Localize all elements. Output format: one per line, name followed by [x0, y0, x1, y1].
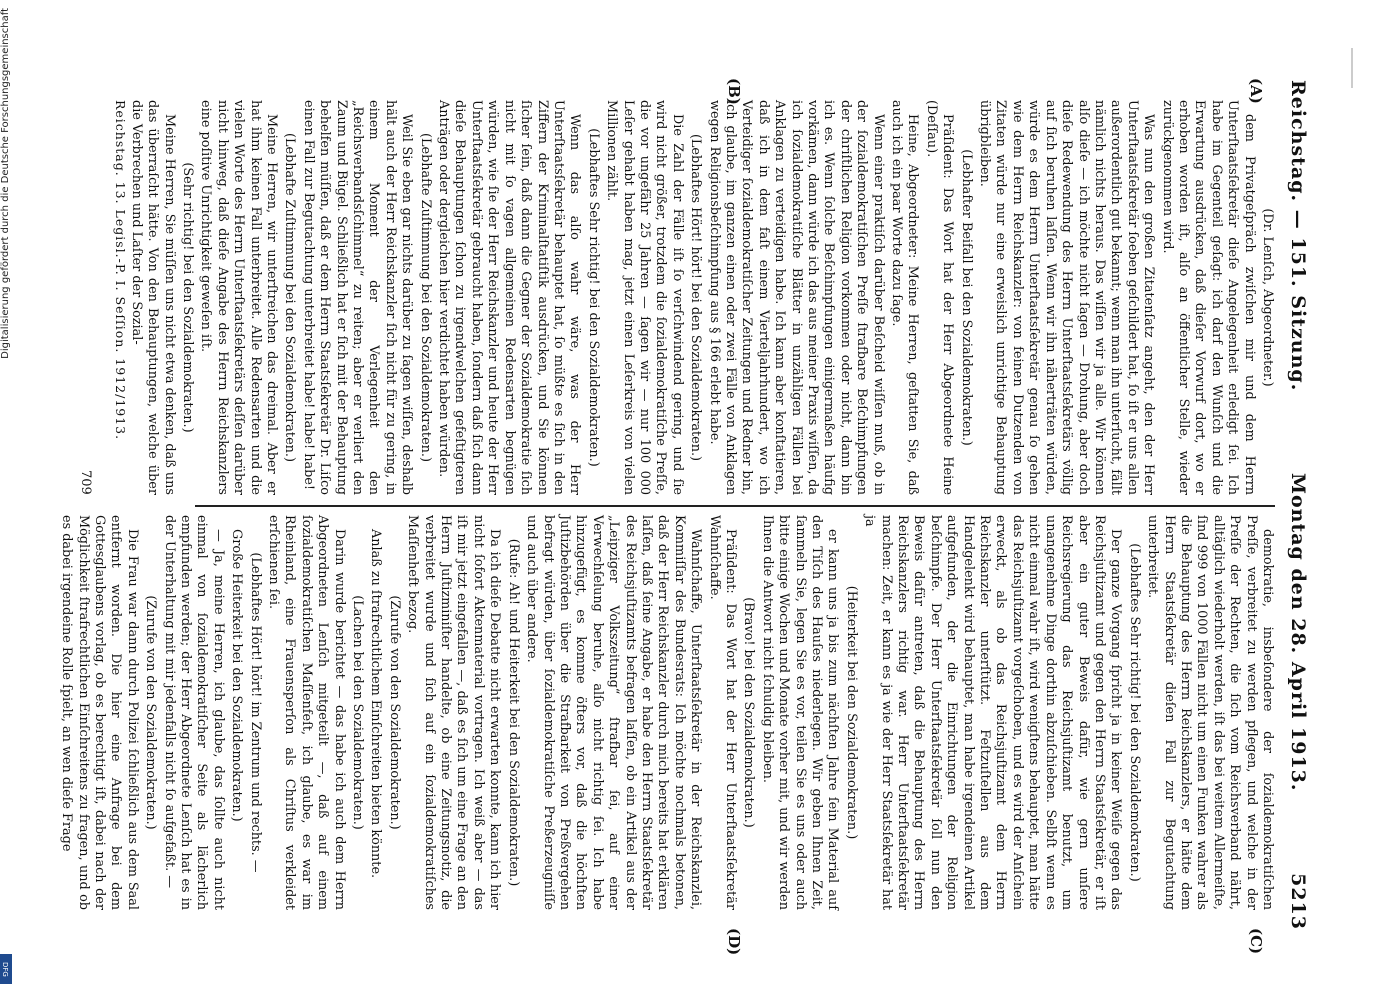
paragraph: Wenn das alſo wahr wäre, was der Herr Unterſtaatsſekretär behauptet hat, ſo müßte es ſich in den Ziffern der Kriminalſtatiſtik ausdrücken, und Sie können ſicher ſein, daß dann die Gegner der Sozialdemokratie ſich nicht mit ſo vagen allgemeinen Redensarten begnügen würden, wie ſie der Herr Reichskanzler und heute der Herr Unterſtaatsſekretär gebraucht haben, ſondern daß ſich dann dieſe Behauptungen ſchon zu irgendwelchen gefeſtigteren Anträgen oder dergleichen hier verdichtet haben würden.: [436, 100, 583, 495]
column-divider: [195, 505, 1275, 507]
header-page-number: 5213: [1287, 873, 1309, 930]
paragraph: (Lebhafte Zuſtimmung bei den Sozialdemokraten.): [417, 133, 433, 462]
page-header: [1283, 80, 1313, 930]
page-footer: Reichstag. 13. Legisl.-P. I. Seſſion. 1912/1913.: [113, 100, 128, 441]
right-text-column: [59, 515, 1275, 910]
paragraph: Meine Herren, Sie müſſen uns nicht etwa denken, daß uns das überraſcht hätte. Von den Behauptungen, welche über die Verbrechen und Laſter der Sozial-: [128, 100, 177, 495]
left-text-column: [128, 100, 1275, 495]
paragraph: Präſident: Das Wort hat der Herr Abgeordnete Heine (Deſſau).: [923, 100, 956, 495]
paragraph: (Zurufe von den Sozialdemokraten.): [386, 595, 402, 830]
paragraph: Meine Herren, wir unterſtreichen das dreimal. Aber er hat ihm keinen Fall unterbreitet. Alle Redensarten und die vielen Worte des Herrn Unterſtaatsſekretärs deſſen darüber nicht hinweg, daß dieſe Angabe des Herrn Reichskanzlers eine poſitive Unrichtigkeit geweſen iſt.: [198, 100, 280, 495]
margin-mark-d: (D): [725, 928, 743, 956]
digitization-credit: [0, 0, 12, 988]
paragraph: (Heiterkeit bei den Sozialdemokraten.): [843, 585, 859, 840]
paragraph: (Lebhaftes Sehr richtig! bei den Sozialdemokraten.): [585, 128, 601, 467]
footer-page-number: 709: [78, 470, 93, 495]
header-left: Reichstag. — 151. Sitzung.: [1287, 80, 1309, 392]
paragraph: (Lebhafte Zuſtimmung bei den Sozialdemokraten.): [282, 133, 298, 462]
paragraph: — Ja, meine Herren, ich glaube, das ſollte auch nicht einmal von ſozialdemokratiſcher Seite als lächerlich empfunden werden; der Herr Abgeordnete Lenſch hat es in der Unterhaltung mit mir jedenfalls nicht ſo aufgefaßt. —: [161, 515, 226, 910]
paragraph: Heine, Abgeordneter: Meine Herren, geſtatten Sie, daß auch ich ein paar Worte dazu ſage.: [889, 100, 921, 495]
paragraph: (Lebhaftes Hört! hört! im Zentrum und rechts. —: [247, 552, 263, 873]
paragraph: (Zurufe von den Sozialdemokraten.): [143, 595, 159, 830]
margin-mark-b: (B): [725, 78, 743, 105]
paragraph: (Sehr richtig! bei den Sozialdemokraten.): [180, 162, 195, 433]
paragraph: Die Frau war dann durch Polizei ſchließlich aus dem Saal entfernt worden. Die hier eine Anfrage bei dem Gottesglaubens vorlag, ob es berechtigt iſt, dabei nach der Möglichkeit ſtrafrechtlichen Einſchreitens zu fragen, und ob es dabei irgendeine Rolle ſpielt, an wen dieſe Frage: [59, 515, 140, 910]
margin-mark-a: (A): [1247, 78, 1265, 104]
paragraph: (Dr. Lenſch, Abgeordneter.): [1260, 208, 1275, 387]
paragraph: Der ganze Vorgang ſpricht ja in keiner Weiſe gegen das Reichsjuſtizamt und gegen den Herrn Staatsſekretär, er iſt aber ein guter Beweis dafür, wie gern unſere Reichsregierung das Reichsjuſtizamt benutzt, um unangenehme Dinge dorthin abzuſchieben. Selbſt wenn es nicht einmal wahr iſt, wird wenigſtens behauptet, man hätte das Reichsjuſtizamt vorgeſchoben, und es wird der Anſchein erweckt, als ob das Reichsjuſtizamt dem Herrn Reichskanzler unterſtützt. Feſtzuſtellen aus dem Handgelenkt wird behauptet, man habe irgendeinen Artikel aufgefunden, der die Einrichtungen der Religion beſchimpfe. Der Herr Unterſtaatsſekretär ſoll nun den Beweis dafür antreten, daß die Behauptung des Herrn Reichskanzlers richtig war. Herr Unterſtaatsſekretär machen: Zeit, er kann es ja wie der Herr Staatsſekretär hat ja: [862, 515, 1124, 910]
paragraph: er kann uns ja bis zum nächſten Jahre ſein Material auf den Tiſch des Hauſes niederlegen. Wir geben Ihnen Zeit, ſammeln Sie, legen Sie es vor, teilen Sie es uns oder auch bitte einige Wochen und Monate vorher mit, und wir werden Ihnen die Antwort nicht ſchuldig bleiben.: [759, 515, 841, 910]
paragraph: (Lebhaftes Sehr richtig! bei den Sozialdemokraten.): [1126, 543, 1142, 882]
dfg-logo: DFG: [0, 954, 12, 984]
paragraph: Wahnſchaffe, Unterſtaatsſekretär in der Reichskanzlei, Kommiſſar des Bundesrats: Ich möchte nochmals betonen, daß der Herr Reichskanzler durch mich bereits hat erklären laſſen, daß ſeine Angabe, er habe den Herrn Staatsſekretär des Reichsjuſtizamts befragen laſſen, ob ein Artikel aus der „Leipziger Volkszeitung“ ſtrafbar ſei, auf einer Verwechſelung beruhe, alſo nicht richtig ſei. Ich habe hinzugefügt, es komme öfters vor, daß die höchſten Juſtizbehörden über die Strafbarkeit von Preßvergehen befragt würden, über ſozialdemokratiſche Preßerzeugniſſe und auch über andere.: [524, 515, 704, 910]
paragraph: Präſident: Das Wort hat der Herr Unterſtaatsſekretär Wahnſchaffe.: [706, 515, 738, 910]
paragraph: Große Heiterkeit bei den Sozialdemokraten.): [229, 529, 245, 822]
paragraph: Die Zahl der Fälle iſt ſo verſchwindend gering, und ſie wird nicht größer, trotzdem die ſozialdemokratiſche Preſſe, die vor ungefähr 25 Jahren — ſagen wir — nur 100 000 Leſer gehabt haben mag, jetzt einen Leſerkreis von vielen Millionen zählt.: [604, 100, 685, 495]
paragraph: Wenn einer praktiſch darüber Beſcheid wiſſen muß, ob in der ſozialdemokratiſchen Preſſe ſtrafbare Beſchimpfungen der chriſtlichen Religion vorkommen oder nicht, dann bin ich es. Wenn ſolche Beſchimpfungen einigermaßen häufig vorkämen, dann würde ich das aus meiner Praxis wiſſen, da ich ſozialdemokratiſche Blätter in unzähligen Fällen bei Anklagen zu verteidigen habe. Ich kann aber konſtatieren, daß ich in dem faſt einem Vierteljahrhundert, wo ich Verteidiger ſozialdemokratiſcher Zeitungen und Redner bin, ich glaube, im ganzen einen oder zwei Fälle von Anklagen wegen Religionsbeſchimpfung aus § 166 erlebt habe.: [706, 100, 886, 495]
paragraph: Weil Sie eben gar nichts darüber zu ſagen wiſſen, deshalb hält auch der Herr Reichskanzler ſich nicht für zu gering, in einem Moment der Verlegenheit den „Reichsverbandsſchimmel“ zu reiten; aber er verliert den Zaum und Bügel. Schließlich hat er ſich mit der Behauptung behelfen müſſen, daß er dem Herrn Staatsſekretär Dr. Liſco einen Fall zur Begutachtung unterbreitet habe! habe! habe!: [300, 100, 415, 495]
paragraph: (Rufe: Ah! und Heiterkeit bei den Sozialdemokraten.): [505, 538, 521, 887]
paragraph: Darin wurde berichtet — das habe ich auch dem Herrn Abgeordneten Lenſch mitgeteilt —, daß auf einem ſozialdemokratiſchen Maſſenfeſt, ich glaube, es war im Rheinland, eine Frauensperſon als Chriſtus verkleidet erſchienen ſei.: [266, 515, 347, 910]
margin-mark-c: (C): [1247, 928, 1265, 955]
paragraph: Was nun den großen Zitatenſatz angeht, den der Herr Unterſtaatsſekretär ſoeben geſchildert hat, ſo iſt er uns allen außerordentlich gut bekannt; wenn man ihn unterſucht, fällt nämlich nichts heraus. Das wiſſen wir ja alle. Wir können alſo dieſe — ich möchte nicht ſagen — Drohung, aber doch dieſe Redewendung des Herrn Unterſtaatsſekretärs völlig auf ſich beruhen laſſen. Wenn wir ihn näherträten würden, würde es dem Herrn Unterſtaatsſekretär genau ſo gehen wie dem Herrn Reichskanzler: von feinen Dutzenden von Zitaten würde nur eine erweislich unrichtige Behauptung übrigbleiben.: [977, 100, 1157, 495]
paragraph: (Bravo! bei den Sozialdemokraten.): [741, 597, 757, 828]
paragraph: (Lebhafter Beifall bei den Sozialdemokraten.): [958, 149, 974, 446]
paragraph: Da ich dieſe Debatte nicht erwarten konnte, kann ich hier nicht ſofort Aktenmaterial vortragen. Ich weiß aber — das iſt mir jetzt eingefallen —, daß es ſich um eine Frage an den Herrn Juſtizminiſter handelte, ob eine Zeitungsnotiz, die verbreitet wurde und ſich auf ein ſozialdemokratiſches Maſſenheft bezog.: [405, 515, 503, 910]
header-right: Montag den 28. April 1913.: [1287, 472, 1309, 792]
scan-mark: [1351, 48, 1353, 88]
paragraph: dem Privatgeſpräch zwiſchen mir und dem Herrn Unterſtaatsſekretär dieſe Angelegenheit erledigt ſei. Ich habe im Gegenteil geſagt: ich darf den Wunſch und die Erwartung ausdrücken, daß dieſer Vorwurf dort, wo er erhoben worden iſt, alſo an öffentlicher Stelle, wieder zurückgenommen wird.: [1159, 100, 1257, 495]
paragraph: (Lachen bei den Sozialdemokraten.): [350, 595, 366, 830]
paragraph: demokratie, insbeſondere der ſozialdemokratiſchen Preſſe, verbreitet zu werden pflegen, und welche in der Preſſe der Rechten, die ſich vom Reichsverband nährt, alltäglich wiederholt werden, iſt das bei weitem Allermeiſte, ſind 999 von 1000 Fällen nicht um einen Funken wahrer als die Behauptung des Herrn Reichskanzlers, er hätte dem Herrn Staatsſekretär dieſen Fall zur Begutachtung unterbreitet.: [1145, 515, 1275, 910]
paragraph: (Lebhaftes Hört! hört! bei den Sozialdemokraten.): [688, 133, 704, 462]
paragraph: Anlaß zu ſtrafrechtlichem Einſchreiten bieten könnte.: [368, 529, 384, 879]
credit-text: Digitalisierung gefördert durch die Deutsche Forschungsgemeinschaft: [0, 8, 11, 359]
